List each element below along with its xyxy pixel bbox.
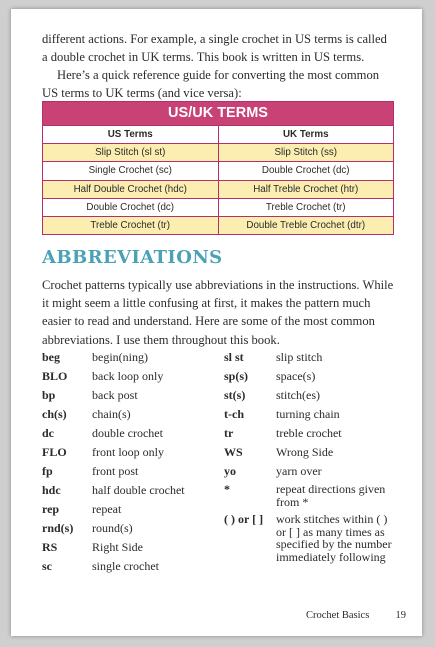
abbreviation-item (224, 388, 399, 402)
abbreviation-term: BLO (42, 369, 68, 383)
abbreviation-definition: turning chain (276, 407, 340, 421)
abbreviation-definition: stitch(es) (276, 388, 320, 402)
abbreviation-item (42, 426, 222, 440)
page-footer (306, 610, 406, 621)
body-paragraph: Here’s a quick reference guide for converting the most common US terms to UK terms (and vice versa): (42, 68, 380, 101)
abbreviation-term: ( ) or [ ] (224, 512, 264, 526)
abbreviation-term: FLO (42, 445, 67, 459)
abbreviation-term: RS (42, 540, 58, 554)
uk-term-cell: Treble Crochet (tr) (218, 198, 394, 216)
abbreviation-item (224, 369, 399, 383)
abbreviation-term: sp(s) (224, 369, 249, 383)
abbreviation-term: bp (42, 388, 56, 402)
abbreviation-term: t-ch (224, 407, 244, 421)
abbreviation-term: sc (42, 559, 52, 573)
abbreviation-term: rep (42, 502, 60, 516)
table-row (43, 198, 393, 216)
abbreviation-term: ch(s) (42, 407, 67, 421)
uk-term-cell: Double Crochet (dc) (218, 161, 394, 179)
abbreviation-item (42, 483, 222, 497)
abbreviation-item (42, 540, 222, 554)
table-header-row (43, 125, 393, 143)
abbreviation-item (224, 426, 399, 440)
abbreviation-item (224, 483, 399, 508)
abbreviation-list-left (42, 350, 222, 578)
abbreviation-item (42, 464, 222, 478)
abbreviation-term: sl st (224, 350, 244, 364)
table-title: US/UK TERMS (43, 102, 393, 125)
column-header-us: US Terms (43, 125, 218, 143)
abbreviation-definition: front post (92, 464, 139, 478)
abbreviation-definition: yarn over (276, 464, 322, 478)
uk-term-cell: Double Treble Crochet (dtr) (218, 216, 394, 234)
table-row (43, 143, 393, 161)
abbreviation-definition: double crochet (92, 426, 163, 440)
uk-term-cell: Slip Stitch (ss) (218, 143, 394, 161)
abbreviation-term: * (224, 482, 230, 496)
table-row (43, 161, 393, 179)
book-page (11, 9, 422, 636)
us-term-cell: Half Double Crochet (hdc) (43, 180, 218, 198)
footer-section-title: Crochet Basics (306, 610, 370, 621)
section-heading: ABBREVIATIONS (42, 247, 223, 268)
abbreviation-definition: slip stitch (276, 350, 323, 364)
abbreviation-item (42, 350, 222, 364)
abbreviation-term: beg (42, 350, 60, 364)
abbreviation-definition: back post (92, 388, 138, 402)
abbreviation-item (42, 502, 222, 516)
abbreviation-item (42, 521, 222, 535)
abbreviation-item (224, 464, 399, 478)
abbreviation-definition: Wrong Side (276, 445, 334, 459)
abbreviation-item (42, 445, 222, 459)
us-term-cell: Slip Stitch (sl st) (43, 143, 218, 161)
abbreviation-definition: single crochet (92, 559, 159, 573)
us-term-cell: Treble Crochet (tr) (43, 216, 218, 234)
abbreviation-definition: half double crochet (92, 483, 185, 497)
abbreviation-term: WS (224, 445, 243, 459)
abbreviation-item (42, 388, 222, 402)
abbreviation-term: yo (224, 464, 236, 478)
body-paragraph: different actions. For example, a single crochet in US terms is called a double crochet in UK terms. This book is written in US terms. (42, 32, 387, 65)
abbreviation-term: fp (42, 464, 53, 478)
abbreviation-item (42, 407, 222, 421)
abbreviation-term: st(s) (224, 388, 246, 402)
column-header-uk: UK Terms (218, 125, 394, 143)
abbreviation-item (224, 407, 399, 421)
table-row (43, 180, 393, 198)
abbreviation-item (224, 350, 399, 364)
abbreviation-item (224, 445, 399, 459)
us-term-cell: Single Crochet (sc) (43, 161, 218, 179)
abbreviation-definition: begin(ning) (92, 350, 148, 364)
abbreviation-definition: repeat directions given from * (276, 482, 386, 509)
abbreviation-list-right (224, 350, 399, 568)
abbreviation-definition: work stitches within ( ) or [ ] as many times as specified by the number immediately following (276, 512, 392, 564)
abbreviation-definition: back loop only (92, 369, 164, 383)
abbreviation-term: dc (42, 426, 54, 440)
abbreviation-definition: treble crochet (276, 426, 342, 440)
abbreviation-item (42, 369, 222, 383)
abbreviation-term: hdc (42, 483, 61, 497)
abbreviation-definition: chain(s) (92, 407, 131, 421)
abbreviation-definition: front loop only (92, 445, 164, 459)
us-uk-terms-table (42, 101, 394, 235)
abbreviation-definition: space(s) (276, 369, 316, 383)
us-term-cell: Double Crochet (dc) (43, 198, 218, 216)
table-row (43, 216, 393, 234)
abbreviation-definition: Right Side (92, 540, 144, 554)
abbreviation-term: rnd(s) (42, 521, 74, 535)
abbreviation-definition: repeat (92, 502, 122, 516)
uk-term-cell: Half Treble Crochet (htr) (218, 180, 394, 198)
section-intro: Crochet patterns typically use abbreviations in the instructions. While it might seem a little confusing at first, it makes the pattern much easier to read and understand. Here are some of the most common abbreviations. I use them throughout this book. (42, 278, 394, 347)
abbreviation-definition: round(s) (92, 521, 133, 535)
page-number: 19 (395, 610, 406, 621)
abbreviation-item (42, 559, 222, 573)
abbreviation-term: tr (224, 426, 234, 440)
abbreviation-item (224, 513, 399, 563)
